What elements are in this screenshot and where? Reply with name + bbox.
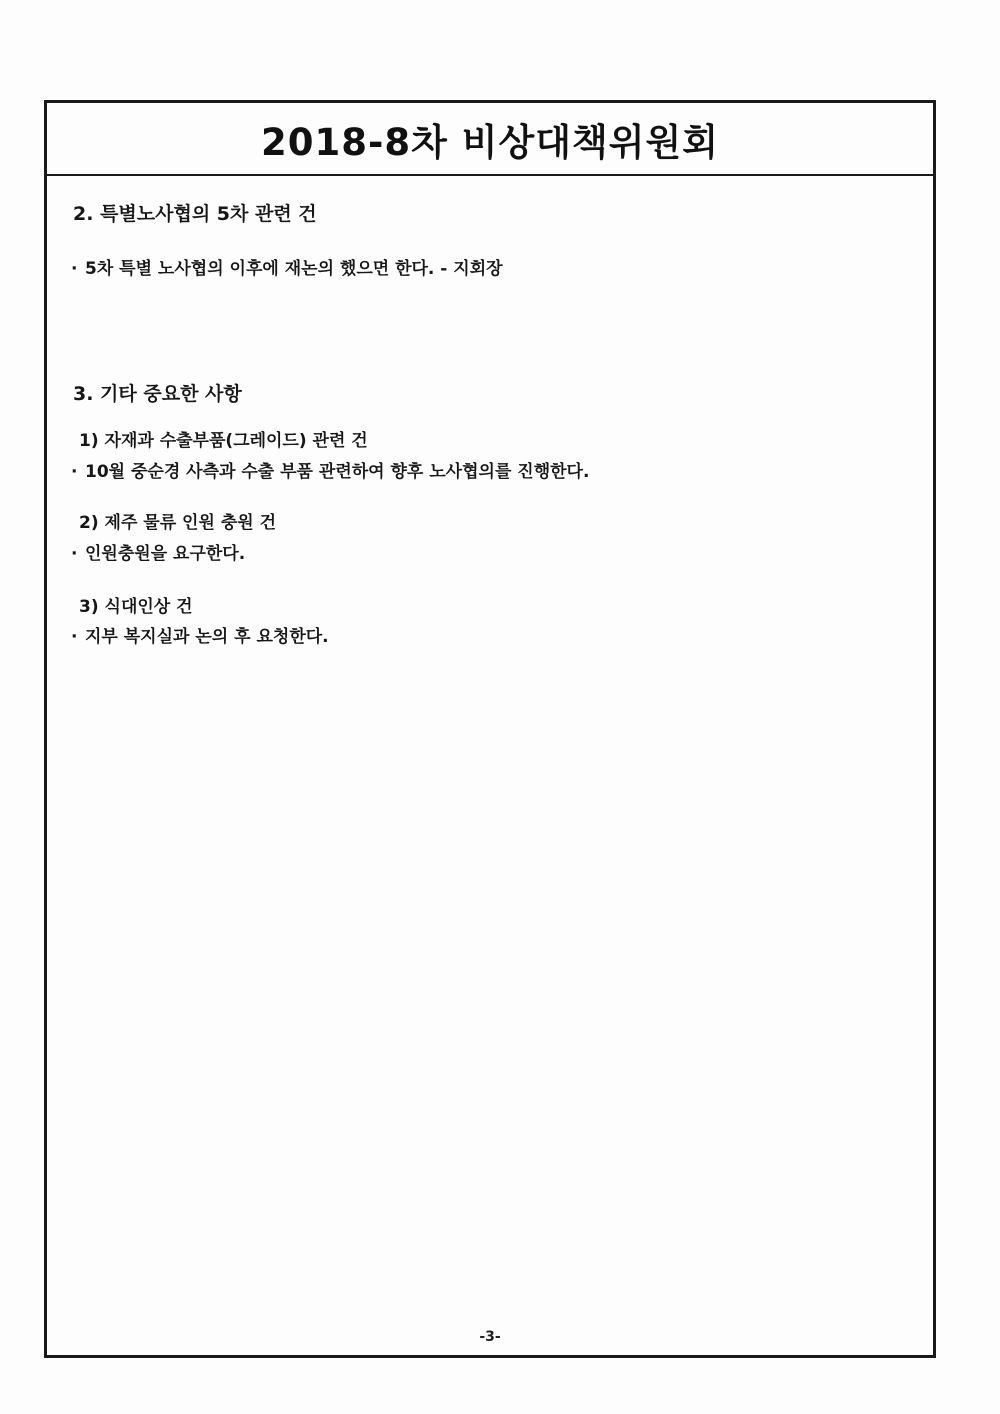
bullet-item <box>71 539 245 564</box>
bullet-symbol: · <box>71 627 78 647</box>
bullet-symbol: · <box>71 259 78 279</box>
sub-heading: 1) 자재과 수출부품(그레이드) 관련 건 <box>79 431 368 451</box>
sub-heading: 3) 식대인상 건 <box>79 597 193 617</box>
bullet-item <box>71 622 329 647</box>
bullet-text: 5차 특별 노사협의 이후에 재논의 했으면 한다. - 지회장 <box>85 259 503 279</box>
bullet-symbol: · <box>71 544 78 564</box>
section-heading: 2. 특별노사협의 5차 관련 건 <box>73 203 317 225</box>
bullet-item <box>71 457 589 482</box>
bullet-symbol: · <box>71 462 78 482</box>
bullet-text: 10월 중순경 사측과 수출 부품 관련하여 향후 노사협의를 진행한다. <box>85 462 590 482</box>
document-title: 2018-8차 비상대책위원회 <box>261 120 719 164</box>
page-number: -3- <box>479 1329 501 1345</box>
document-frame <box>44 100 936 1358</box>
bullet-text: 지부 복지실과 논의 후 요청한다. <box>85 627 329 647</box>
bullet-item <box>71 254 503 279</box>
document-content <box>47 103 933 1355</box>
section-heading: 3. 기타 중요한 사항 <box>73 383 242 405</box>
bullet-text: 인원충원을 요구한다. <box>85 544 246 564</box>
sub-heading: 2) 제주 물류 인원 충원 건 <box>79 513 276 533</box>
